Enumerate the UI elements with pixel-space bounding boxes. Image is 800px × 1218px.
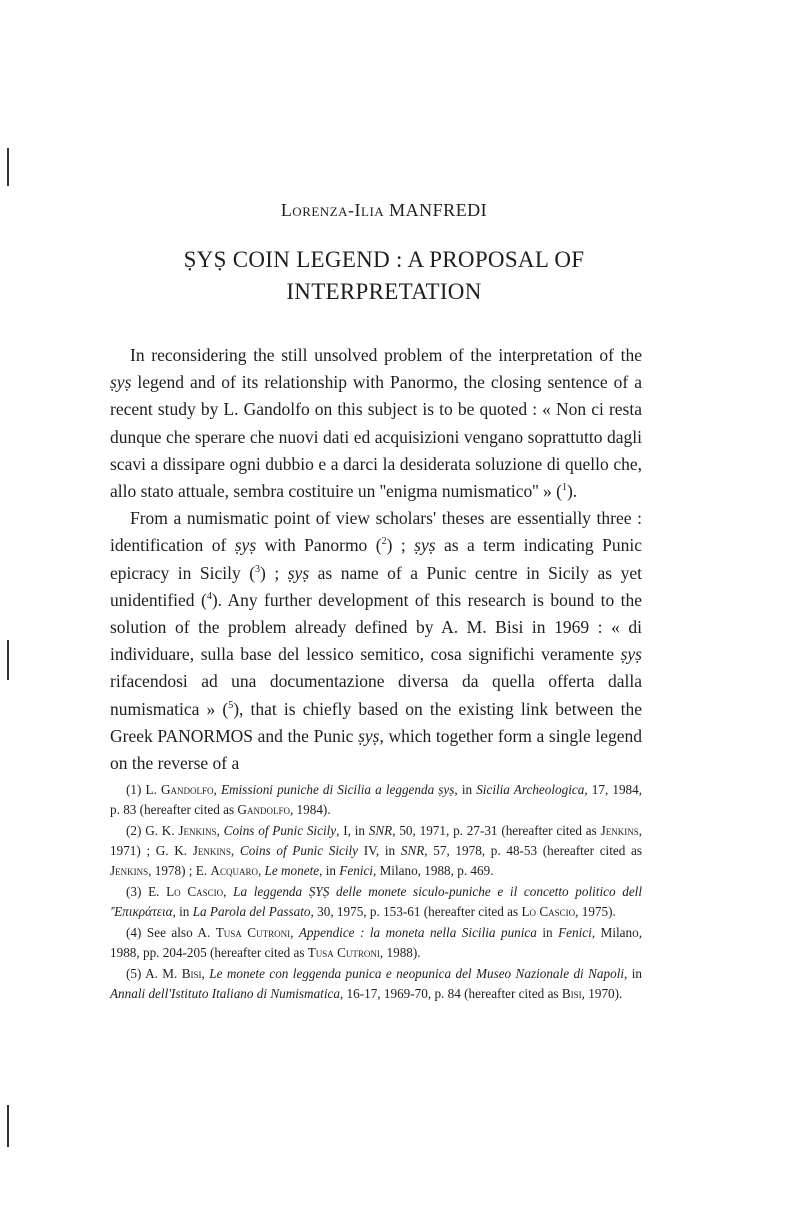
text-run: ). Any further development of this research is bound to the solution of the problem already defined by A. M. Bisi in 1969 : « di individuare, sulla base del lessico semitico, cosa significhi veramente [110, 589, 643, 665]
italic-term: ṣyṣ [620, 644, 642, 665]
text-run: , Milano, 1988, p. 469. [372, 863, 494, 878]
text-run: L. [145, 782, 161, 797]
text-run: ) ; [386, 535, 415, 556]
footnote-ref: 4 [206, 591, 212, 602]
text-run: , 30, 1975, p. 153-61 (hereafter cited as [310, 904, 522, 919]
text-run: ). [566, 481, 578, 502]
text-run: , 1970). [581, 986, 623, 1001]
footnote [110, 882, 642, 922]
text-run: , 57, 1978, p. 48-53 (hereafter cited as [424, 843, 642, 858]
text-run: , [223, 884, 234, 899]
text-run: IV, in [358, 843, 401, 858]
author-ref: Jenkins [600, 823, 639, 838]
title-line: INTERPRETATION [286, 279, 482, 304]
work-title: Fenici [339, 863, 373, 878]
author-ref: Tusa Cutroni [307, 945, 380, 960]
scan-margin-mark [7, 1105, 9, 1147]
text-run: A. M. [145, 966, 182, 981]
text-run: From a numismatic point of view scholars' theses are essentially three : identification of [110, 508, 642, 556]
text-run: , 1971) ; G. K. [110, 823, 642, 858]
author-last-name: MANFREDI [389, 200, 488, 220]
text-run: See also A. [146, 925, 216, 940]
text-run: G. K. [145, 823, 179, 838]
work-title: Coins of Punic Sicily [239, 843, 359, 858]
text-run: , I, in [336, 823, 369, 838]
text-run: , 1975). [575, 904, 616, 919]
author-ref: Jenkins [110, 863, 149, 878]
work-title: La leggenda ṢYṢ delle monete siculo-puniche e il concetto politico dell ' [110, 884, 643, 919]
text-run: , 1988). [379, 945, 421, 960]
footnote [110, 821, 642, 881]
text-run: , [290, 925, 299, 940]
author-ref: Jenkins [178, 823, 217, 838]
author-ref: Acquaro [210, 863, 258, 878]
journal-title: Annali dell'Istituto Italiano di Numismatica [110, 986, 340, 1001]
text-run: in [536, 925, 559, 940]
work-title: Appendice : la moneta nella Sicilia punica [298, 925, 537, 940]
author-ref: Tusa Cutroni [215, 925, 291, 940]
footnote-number: (4) [126, 925, 142, 940]
text-run: , [257, 863, 265, 878]
journal-title: SNR [368, 823, 393, 838]
article-body [110, 342, 642, 777]
text-run: , in [454, 782, 477, 797]
text-run: ) ; [260, 562, 288, 583]
text-run: , [213, 782, 221, 797]
text-run: legend and of its relationship with Panormo, the closing sentence of a recent study by L. Gandolfo on this subject is to be quoted : « Non ci resta dunque che sperare che nuovi dati ed acquisizioni vengano soprattutto dagli scavi a dissipare ogni dubbio e a darci la desiderata soluzione di quello che, allo stato attuale, sembra costituire un ''enigma numismatico'' » ( [110, 372, 642, 502]
text-run: , [230, 843, 240, 858]
scan-margin-mark [7, 640, 9, 680]
work-title: Coins of Punic Sicily [223, 823, 337, 838]
footnote-number: (2) [126, 823, 142, 838]
text-run: with Panormo ( [256, 535, 382, 556]
footnote-ref: 5 [228, 699, 234, 711]
text-run: rifacendosi ad una documentazione diversa da quella offerta dalla numismatica » ( [110, 671, 642, 719]
title-line: ṢYṢ COIN LEGEND : A PROPOSAL OF [183, 247, 585, 272]
journal-title: La Parola del Passato [192, 904, 311, 919]
text-run: , in [319, 863, 340, 878]
text-run: , 50, 1971, p. 27-31 (hereafter cited as [392, 823, 601, 838]
author-ref: Gandolfo [160, 782, 214, 797]
scan-margin-mark [7, 148, 9, 186]
footnotes [110, 780, 642, 1005]
author-ref: Lo Cascio [521, 904, 576, 919]
footnote [110, 923, 642, 963]
text-run: , in [172, 904, 193, 919]
journal-title: SNR [400, 843, 425, 858]
article-title [100, 244, 668, 308]
text-run: , Milano, 1988, pp. 204-205 (hereafter cited as [110, 925, 642, 960]
italic-term: ṣyṣ [234, 535, 257, 556]
text-run: as a term indicating Punic epicracy in Sicily ( [110, 535, 642, 583]
author-ref: Bisi [561, 986, 582, 1001]
work-title: Fenici [558, 925, 592, 940]
author-ref: Gandolfo [237, 802, 290, 817]
work-title: Emissioni puniche di Sicilia a leggenda ṣyṣ [220, 782, 455, 797]
author-first-name: Lorenza-Ilia [280, 200, 385, 220]
author-name [0, 200, 768, 221]
italic-term: ṣyṣ [287, 562, 310, 583]
footnote-number: (5) [126, 966, 142, 981]
text-run: , 1978) ; E. [148, 863, 211, 878]
footnote [110, 964, 642, 1004]
italic-term: ṣyṣ [358, 725, 380, 746]
work-title: Le monete con leggenda punica e neopunica del Museo Nazionale di Napoli [209, 966, 625, 981]
footnote [110, 780, 642, 820]
text-run: , [216, 823, 224, 838]
footnote-ref: 1 [561, 482, 567, 494]
text-run: , 17, 1984, p. 83 (hereafter cited as [110, 782, 643, 817]
text-run: , [201, 966, 210, 981]
body-paragraph [110, 342, 642, 505]
author-ref: Lo Cascio [166, 884, 224, 899]
journal-title: Sicilia Archeologica [476, 782, 585, 797]
text-run: ), that is chiefly based on the existing link between the Greek PANORMOS and the Punic [110, 698, 642, 746]
work-title: Le monete [264, 863, 320, 878]
text-run: as name of a Punic centre in Sicily as yet unidentified ( [110, 562, 642, 610]
body-paragraph [110, 505, 642, 777]
author-ref: Bisi [181, 966, 202, 981]
text-run: , 16-17, 1969-70, p. 84 (hereafter cited as [339, 986, 562, 1001]
author-ref: Jenkins [192, 843, 231, 858]
text-run: , 1984). [289, 802, 331, 817]
footnote-number: (1) [126, 782, 142, 797]
text-run: , which together form a single legend on the reverse of a [110, 725, 642, 774]
footnote-ref: 3 [255, 563, 261, 575]
text-run: , in [624, 966, 642, 981]
italic-term: ṣyṣ [414, 535, 436, 556]
greek-term: Ἐπικράτεια [112, 904, 173, 919]
footnote-number: (3) [126, 884, 142, 899]
footnote-ref: 2 [381, 536, 387, 548]
italic-term: ṣyṣ [110, 372, 132, 393]
text-run: In reconsidering the still unsolved problem of the interpretation of the [130, 345, 642, 365]
text-run: E. [148, 884, 167, 899]
